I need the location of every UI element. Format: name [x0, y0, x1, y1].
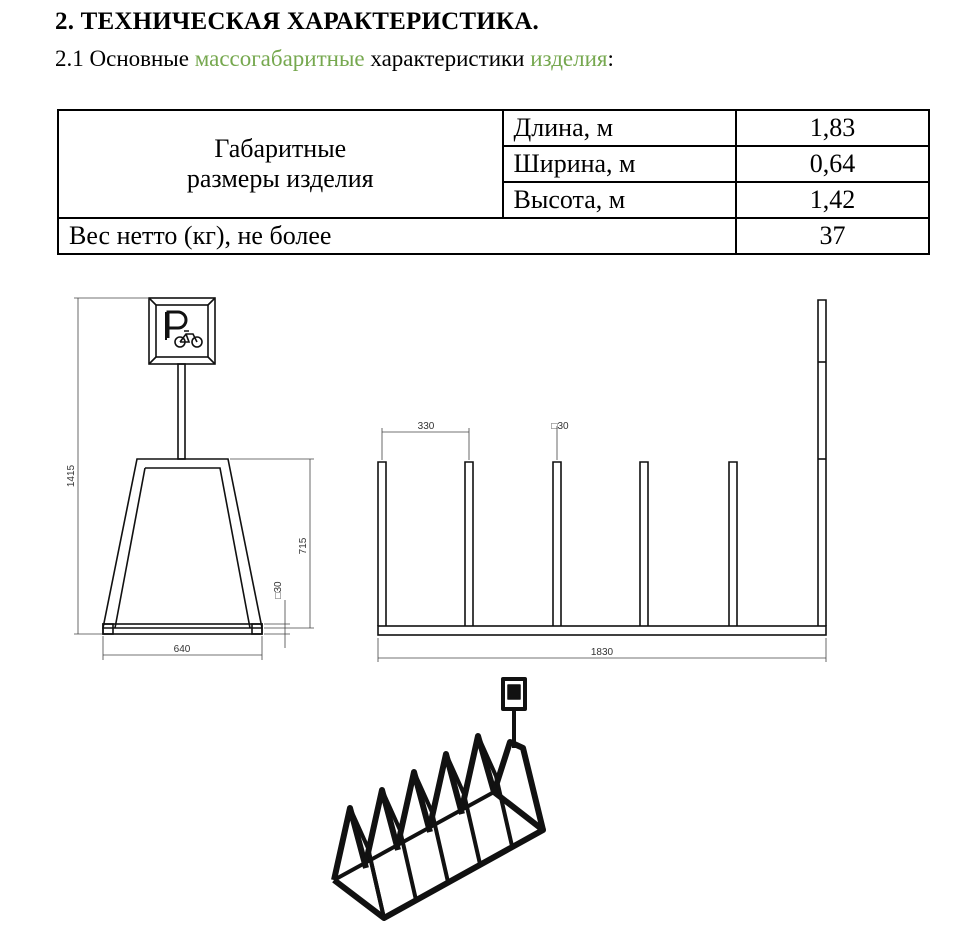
param-height: Высота, м	[503, 182, 736, 218]
param-length: Длина, м	[503, 110, 736, 146]
frame-base	[103, 624, 262, 634]
rack-upright	[465, 462, 473, 626]
side-view-drawing	[103, 298, 262, 634]
value-width: 0,64	[736, 146, 929, 182]
rack-base-rail	[378, 626, 826, 635]
dim-profile-side: □30	[273, 581, 284, 599]
rack-post-end	[818, 300, 826, 626]
group-label-line1: Габаритные	[214, 134, 347, 163]
parking-sign-icon	[166, 312, 186, 340]
bicycle-icon	[175, 331, 202, 347]
rack-upright	[640, 462, 648, 626]
weight-value: 37	[736, 218, 929, 254]
dim-spacing: 330	[417, 421, 435, 432]
isometric-view-drawing	[334, 679, 543, 918]
value-length: 1,83	[736, 110, 929, 146]
front-view-drawing	[378, 300, 826, 635]
dim-width: 640	[173, 644, 191, 655]
dim-length: 1830	[590, 647, 614, 658]
frame-inner	[115, 468, 250, 628]
dim-profile-front: □30	[551, 421, 569, 432]
subheading-text-3: :	[607, 46, 614, 71]
subheading-highlight-1: массогабаритные	[194, 46, 365, 71]
weight-label: Вес нетто (кг), не более	[58, 218, 736, 254]
dim-frame-height: 715	[298, 537, 309, 555]
subheading-text-2: характеристики	[364, 46, 531, 71]
subheading-highlight-2: изделия	[530, 46, 608, 71]
value-height: 1,42	[736, 182, 929, 218]
rack-upright	[729, 462, 737, 626]
subheading-text-1: 2.1 Основные	[55, 46, 195, 71]
dim-total-height: 1415	[66, 464, 77, 488]
side-view-dimensions	[74, 298, 314, 660]
sign-post	[178, 364, 185, 459]
frame-outer	[103, 459, 262, 628]
group-label-line2: размеры изделия	[186, 164, 374, 193]
section-heading: 2. ТЕХНИЧЕСКАЯ ХАРАКТЕРИСТИКА.	[55, 8, 539, 35]
sign-plate-outer	[149, 298, 215, 364]
rack-upright	[553, 462, 561, 626]
param-width: Ширина, м	[503, 146, 736, 182]
rack-upright	[378, 462, 386, 626]
